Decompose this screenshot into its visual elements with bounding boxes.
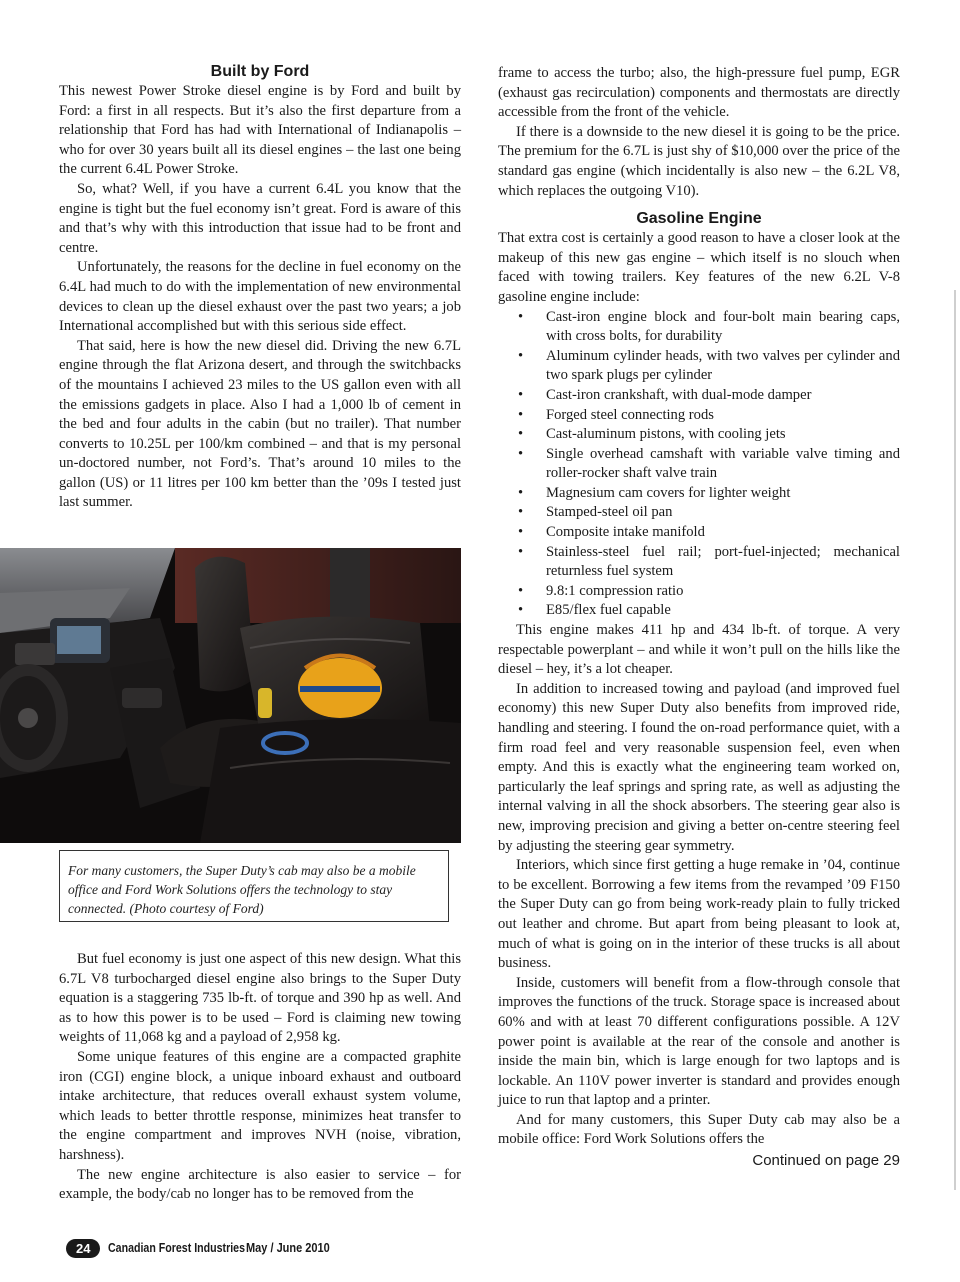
list-item: • Magnesium cam covers for lighter weight	[498, 484, 900, 504]
bullet-icon: •	[518, 406, 524, 423]
bullet-icon: •	[518, 484, 524, 501]
truck-interior-illustration	[0, 548, 461, 843]
paragraph: In addition to increased towing and payload (and improved fuel economy) this new Super Duty also benefits from improved ride, handling and steering. I found the on-road performance quiet, with a firm road feel and very reasonable suspension feel, even when empty. And this is exactly what the engineering team worked on, particularly the leaf springs and spring rate, as well as adjusting the internal valving in all the shock absorbers. The steering gear also is new, improving precision and giving a better on-centre steering feel by adjusting the steering gear symmetry.	[498, 680, 900, 854]
paragraph: But fuel economy is just one aspect of this new design. What this 6.7L V8 turbocharged diesel engine also brings to the Super Duty equation is a staggering 735 lb-ft. of torque and 390 hp as well. And as to how this power is to be used – Ford is claiming new towing weights of 11,068 kg and a payload of 2,958 kg.	[59, 951, 461, 1046]
left-column-bottom	[59, 950, 461, 1205]
bullet-icon: •	[518, 386, 524, 403]
bullet-icon: •	[518, 582, 524, 599]
list-item: • Cast-iron crankshaft, with dual-mode damper	[498, 386, 900, 406]
paragraph: That extra cost is certainly a good reason to have a closer look at the makeup of this new gas engine – which itself is no slouch when faced with towing trailers. Key features of the new 6.2L V-8 gasoline engine include:	[498, 230, 900, 305]
page-edge-rule	[954, 290, 956, 1190]
continued-note: Continued on page 29	[752, 1152, 900, 1170]
bullet-icon: •	[518, 543, 524, 560]
issue-date: May / June 2010	[245, 1241, 330, 1255]
paragraph: So, what? Well, if you have a current 6.4L you know that the engine is tight but the fuel economy isn’t great. Ford is aware of this and that’s why with this introduction that issue had to be front and centre.	[59, 180, 461, 256]
page-number: 24	[66, 1239, 100, 1258]
list-item: • Composite intake manifold	[498, 523, 900, 543]
paragraph: This newest Power Stroke diesel engine is by Ford and built by Ford: a first in all respects. But it’s also the first departure from a relationship that Ford has had with International of Indianapolis – who for over 30 years built all its diesel engines – the last one being the current 6.4L Power Stroke.	[59, 83, 461, 178]
paragraph: Interiors, which since first getting a huge remake in ’04, continue to be excellent. Borrowing a few items from the revamped ’09 F150 the Super Duty can go from being work-ready plain to fully tricked out leather and chrome. But apart from being pleasant to look at, much of what is going on in the interior of these trucks is all about business.	[498, 857, 900, 972]
heading-gasoline-engine: Gasoline Engine	[636, 210, 762, 228]
list-item: • Single overhead camshaft with variable valve timing and roller-rocker shaft valve train	[518, 445, 900, 482]
list-item: • Aluminum cylinder heads, with two valves per cylinder and two spark plugs per cylinder	[518, 347, 900, 384]
list-item: • E85/flex fuel capable	[498, 601, 900, 621]
paragraph: Unfortunately, the reasons for the decline in fuel economy on the 6.4L had much to do with the implementation of new environmental devices to clean up the diesel exhaust over the past two years; a job International accomplished but with this serious side effect.	[59, 259, 461, 335]
list-item: • Cast-iron engine block and four-bolt main bearing caps, with cross bolts, for durability	[518, 308, 900, 345]
paragraph: Inside, customers will benefit from a flow-through console that improves the functions of the truck. Storage space is increased about 60% and with at least 70 different configurations possible. A 12V power point is available at the rear of the console and another is inside the main bin, which is large enough for two laptops and is lockable. An 110V power inverter is standard and provides enough juice to run that laptop and a printer.	[498, 974, 900, 1109]
bullet-icon: •	[518, 602, 524, 619]
truck-interior-photo	[0, 548, 461, 843]
list-item: • 9.8:1 compression ratio	[498, 582, 900, 602]
bullet-icon: •	[518, 308, 524, 325]
list-item: • Cast-aluminum pistons, with cooling jets	[498, 425, 900, 445]
bullet-icon: •	[518, 426, 524, 443]
paragraph: If there is a downside to the new diesel it is going to be the price. The premium for the 6.7L is just shy of $10,000 over the price of the standard gas engine (which incidentally is also new – the 6.2L V8, which replaces the outgoing V10).	[498, 123, 900, 199]
heading-built-by-ford: Built by Ford	[210, 63, 310, 80]
right-column	[498, 64, 900, 1171]
bullet-icon: •	[518, 445, 524, 462]
list-item: • Forged steel connecting rods	[498, 406, 900, 426]
bullet-icon: •	[518, 347, 524, 364]
feature-list	[498, 308, 900, 622]
paragraph: And for many customers, this Super Duty cab may also be a mobile office: Ford Work Solutions offers the	[498, 1111, 900, 1148]
photo-caption: For many customers, the Super Duty’s cab may also be a mobile office and Ford Work Solutions offers the technology to stay connected. (Photo courtesy of Ford)	[59, 850, 449, 922]
list-item: • Stainless-steel fuel rail; port-fuel-injected; mechanical returnless fuel system	[518, 543, 900, 580]
paragraph: This engine makes 411 hp and 434 lb-ft. of torque. A very respectable powerplant – and while it won’t pull on the hills like the diesel – hey, it’s a lot cheaper.	[498, 622, 900, 678]
left-column-top	[59, 62, 461, 513]
bullet-icon: •	[518, 504, 524, 521]
magazine-name: Canadian Forest Industries	[108, 1241, 246, 1255]
paragraph: frame to access the turbo; also, the high-pressure fuel pump, EGR (exhaust gas recirculation) components and thermostats are directly accessible from the front of the vehicle.	[498, 65, 900, 121]
list-item: • Stamped-steel oil pan	[498, 503, 900, 523]
bullet-icon: •	[518, 524, 524, 541]
paragraph: Some unique features of this engine are a compacted graphite iron (CGI) engine block, a unique inboard exhaust and outboard intake architecture, that reduces overall exhaust system volume, which leads to better throttle response, minimizes heat transfer to the engine compartment and improves NVH (noise, vibration, harshness).	[59, 1048, 461, 1163]
paragraph: The new engine architecture is also easier to service – for example, the body/cab no longer has to be removed from the	[59, 1166, 461, 1203]
page-footer	[66, 1237, 341, 1259]
paragraph: That said, here is how the new diesel did. Driving the new 6.7L engine through the flat Arizona desert, and through the switchbacks of the mountains I achieved 23 miles to the US gallon even with all the emissions gadgets in place. Also I had a 1,000 lb of cement in the bed and four adults in the cabin (but no trailer). That number converts to 10.25L per 100/km combined – and that is my personal un-doctored number, not Ford’s. That’s around 10 miles to the gallon (US) or 11 litres per 100 km better than the ’09s I tested just last summer.	[59, 337, 461, 511]
